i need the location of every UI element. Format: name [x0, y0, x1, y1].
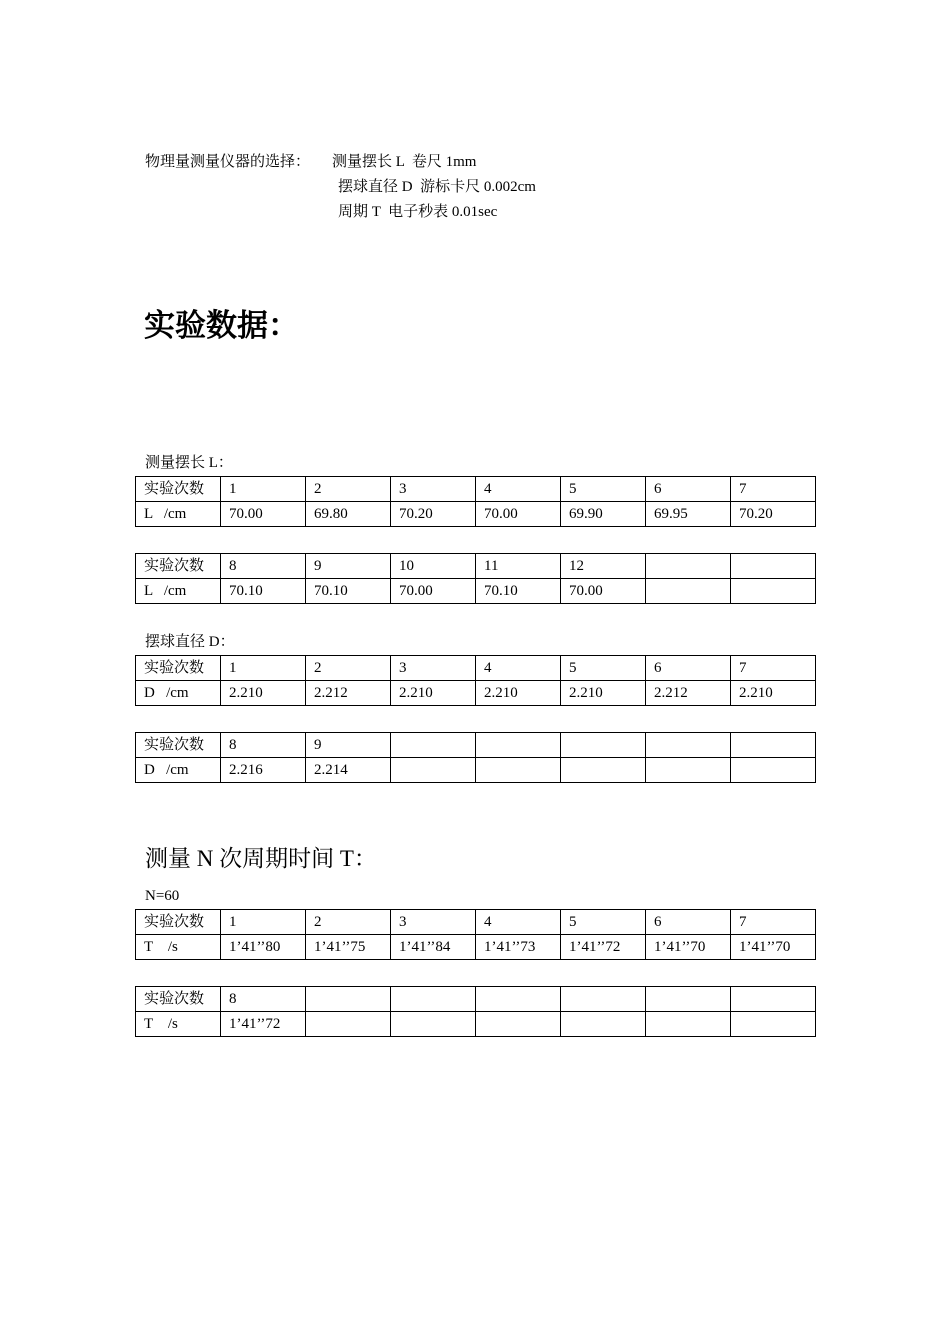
- table-cell: 7: [731, 656, 816, 681]
- table-cell: 1’41’’70: [646, 935, 731, 960]
- table-cell: 实验次数: [136, 987, 221, 1012]
- table-cell: 2.212: [646, 681, 731, 706]
- table-cell: [561, 758, 646, 783]
- table-cell: 2: [306, 656, 391, 681]
- table-cell: [476, 1012, 561, 1037]
- table-cell: 1’41’’72: [561, 935, 646, 960]
- table-row: [136, 733, 816, 758]
- diameter-label: 摆球直径 D：: [145, 634, 235, 650]
- table-cell: 4: [476, 656, 561, 681]
- table-cell: 2.210: [561, 681, 646, 706]
- table-cell: [391, 758, 476, 783]
- table-cell: 70.10: [306, 579, 391, 604]
- table-row: [136, 935, 816, 960]
- table-cell: 1’41’’72: [221, 1012, 306, 1037]
- n-count-label: N=60: [145, 888, 180, 904]
- table-cell: [731, 554, 816, 579]
- table-cell: [561, 1012, 646, 1037]
- table-cell: 1: [221, 656, 306, 681]
- table-cell: [731, 579, 816, 604]
- table-cell: 69.90: [561, 502, 646, 527]
- table-cell: [561, 987, 646, 1012]
- table-cell: 2.210: [391, 681, 476, 706]
- table-row: [136, 1012, 816, 1037]
- table-cell: 3: [391, 477, 476, 502]
- table-cell: 70.00: [561, 579, 646, 604]
- table-cell: 70.10: [476, 579, 561, 604]
- table-cell: [731, 987, 816, 1012]
- table-cell: [476, 987, 561, 1012]
- length-label: 测量摆长 L：: [145, 455, 233, 471]
- table-cell: [646, 554, 731, 579]
- instrument-selection-label: 物理量测量仪器的选择：: [145, 154, 311, 170]
- length-table-1: [135, 476, 816, 527]
- table-row: [136, 579, 816, 604]
- table-cell: [476, 733, 561, 758]
- table-cell: 2.216: [221, 758, 306, 783]
- table-cell: 2.210: [731, 681, 816, 706]
- table-cell: 2.210: [221, 681, 306, 706]
- table-row: [136, 554, 816, 579]
- table-cell: 8: [221, 554, 306, 579]
- table-row: [136, 987, 816, 1012]
- table-row: [136, 477, 816, 502]
- table-cell: 8: [221, 987, 306, 1012]
- table-cell: 2.214: [306, 758, 391, 783]
- period-table-1: [135, 909, 816, 960]
- table-cell: 6: [646, 477, 731, 502]
- table-cell: 实验次数: [136, 554, 221, 579]
- section-heading-experiment-data: 实验数据：: [144, 308, 299, 344]
- table-row: [136, 758, 816, 783]
- table-cell: 70.20: [731, 502, 816, 527]
- table-cell: 5: [561, 910, 646, 935]
- table-cell: 5: [561, 477, 646, 502]
- table-cell: 1: [221, 910, 306, 935]
- instrument-selection: [145, 150, 536, 225]
- period-table-2: [135, 986, 816, 1037]
- table-cell: 9: [306, 554, 391, 579]
- table-cell: 70.00: [221, 502, 306, 527]
- table-cell: 1’41’’84: [391, 935, 476, 960]
- table-cell: [646, 579, 731, 604]
- table-cell: 8: [221, 733, 306, 758]
- table-row: [136, 502, 816, 527]
- table-cell: 70.10: [221, 579, 306, 604]
- table-cell: [306, 1012, 391, 1037]
- table-cell: [391, 1012, 476, 1037]
- table-cell: 2: [306, 910, 391, 935]
- table-cell: [731, 758, 816, 783]
- table-cell: 3: [391, 656, 476, 681]
- table-cell: 2: [306, 477, 391, 502]
- table-cell: 70.00: [476, 502, 561, 527]
- table-cell: 12: [561, 554, 646, 579]
- diameter-table-1: [135, 655, 816, 706]
- table-cell: 9: [306, 733, 391, 758]
- table-cell: D /cm: [136, 758, 221, 783]
- table-row: [136, 681, 816, 706]
- table-cell: 6: [646, 656, 731, 681]
- table-cell: 1: [221, 477, 306, 502]
- table-cell: 2.212: [306, 681, 391, 706]
- table-cell: 70.20: [391, 502, 476, 527]
- table-cell: [391, 733, 476, 758]
- table-cell: [646, 733, 731, 758]
- table-cell: L /cm: [136, 579, 221, 604]
- table-cell: 7: [731, 477, 816, 502]
- instrument-period: 周期 T 电子秒表 0.01sec: [338, 204, 498, 220]
- table-cell: 70.00: [391, 579, 476, 604]
- table-cell: D /cm: [136, 681, 221, 706]
- table-cell: 10: [391, 554, 476, 579]
- instrument-length: 测量摆长 L 卷尺 1mm: [332, 154, 477, 170]
- table-cell: 1’41’’80: [221, 935, 306, 960]
- table-cell: 5: [561, 656, 646, 681]
- period-heading: 测量 N 次周期时间 T：: [145, 846, 377, 871]
- table-cell: T /s: [136, 1012, 221, 1037]
- table-row: [136, 910, 816, 935]
- table-cell: [731, 733, 816, 758]
- instrument-diameter: 摆球直径 D 游标卡尺 0.002cm: [338, 179, 536, 195]
- table-cell: 实验次数: [136, 656, 221, 681]
- table-cell: 1’41’’73: [476, 935, 561, 960]
- table-cell: [646, 987, 731, 1012]
- table-cell: 7: [731, 910, 816, 935]
- table-cell: [306, 987, 391, 1012]
- table-row: [136, 656, 816, 681]
- table-cell: 3: [391, 910, 476, 935]
- table-cell: [646, 1012, 731, 1037]
- table-cell: 实验次数: [136, 477, 221, 502]
- table-cell: [646, 758, 731, 783]
- table-cell: 4: [476, 910, 561, 935]
- table-cell: [731, 1012, 816, 1037]
- table-cell: 6: [646, 910, 731, 935]
- length-table-2: [135, 553, 816, 604]
- table-cell: 实验次数: [136, 733, 221, 758]
- table-cell: 2.210: [476, 681, 561, 706]
- table-cell: T /s: [136, 935, 221, 960]
- table-cell: 1’41’’70: [731, 935, 816, 960]
- table-cell: 69.95: [646, 502, 731, 527]
- table-cell: 1’41’’75: [306, 935, 391, 960]
- table-cell: [561, 733, 646, 758]
- diameter-table-2: [135, 732, 816, 783]
- table-cell: [476, 758, 561, 783]
- table-cell: 11: [476, 554, 561, 579]
- table-cell: 69.80: [306, 502, 391, 527]
- table-cell: L /cm: [136, 502, 221, 527]
- table-cell: 实验次数: [136, 910, 221, 935]
- table-cell: 4: [476, 477, 561, 502]
- table-cell: [391, 987, 476, 1012]
